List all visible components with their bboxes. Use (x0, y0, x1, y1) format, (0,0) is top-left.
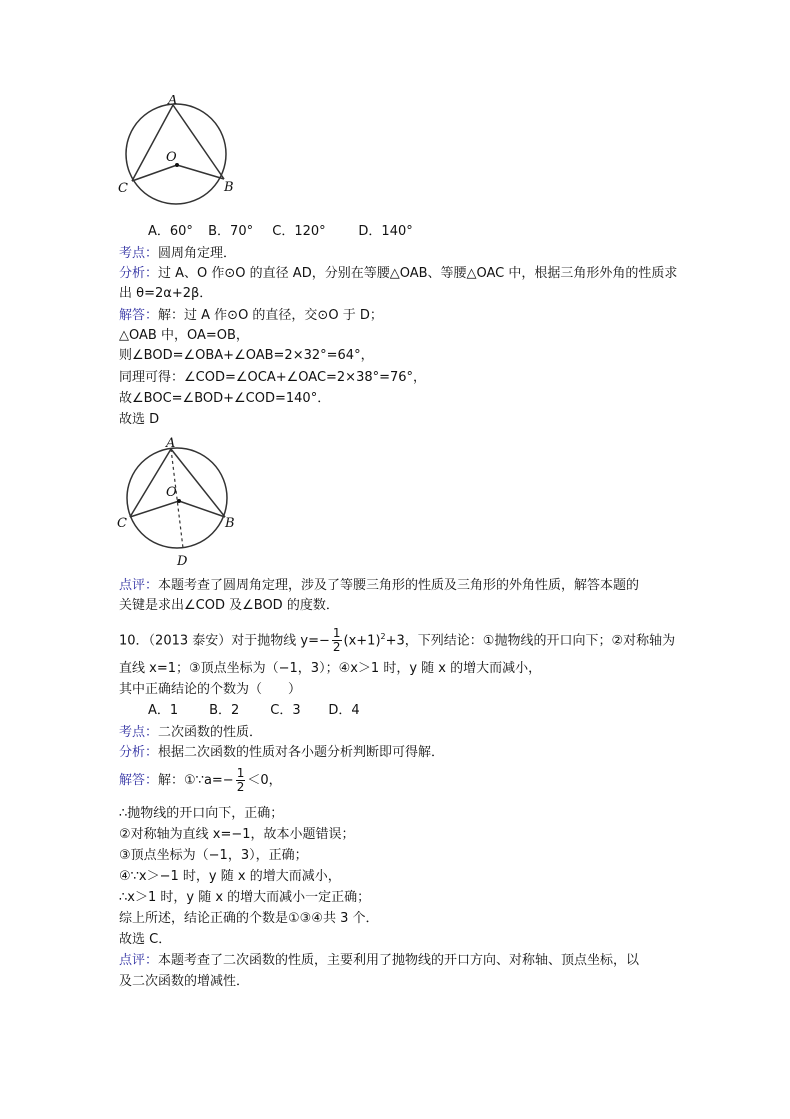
q10-l5: ∴x＞1 时，y 随 x 的增大而减小一定正确； (119, 890, 371, 905)
jieda-fraction (236, 767, 246, 794)
q9-fenxi-2: 出 θ=2α+2β． (119, 286, 213, 301)
q10-options (148, 701, 360, 721)
fenxi-text: 过 A、O 作⊙O 的直径 AD，分别在等腰△OAB、等腰△OAC 中，根据三角形外角的性质求 (158, 266, 678, 281)
label-a: A (168, 95, 178, 108)
option-c: C．120° (272, 224, 326, 239)
q9-kaodian (119, 244, 236, 264)
option-a: A．1 (148, 703, 179, 718)
q10-l2: ②对称轴为直线 x=−1，故本小题错误； (119, 827, 355, 842)
label-c: C (117, 516, 127, 531)
q9-fenxi-1 (119, 264, 677, 284)
q10-kaodian (119, 723, 262, 743)
q10-expr: (x+1) (343, 633, 381, 649)
q9-options (148, 222, 413, 242)
q10-stem-1 (119, 624, 675, 654)
option-a: A．60° (148, 224, 193, 239)
q10-prefix: 10．（2013 泰安）对于抛物线 y=− (119, 633, 330, 649)
q10-suffix: +3，下列结论：①抛物线的开口向下；②对称轴为 (385, 633, 676, 649)
dianping-label: 点评： (119, 578, 159, 593)
kaodian-text: 圆周角定理． (158, 246, 237, 261)
frac-num: 1 (236, 766, 245, 780)
option-d: D．4 (328, 703, 360, 718)
q10-fenxi (119, 743, 444, 763)
q10-l1: ∴抛物线的开口向下，正确； (119, 806, 284, 821)
label-b: B (225, 516, 235, 531)
q10-stem-3: 其中正确结论的个数为（ ） (119, 682, 302, 697)
jieda-label: 解答： (119, 773, 159, 788)
dianping-text: 本题考查了圆周角定理，涉及了等腰三角形的性质及三角形的外角性质，解答本题的 (158, 578, 640, 593)
option-c: C．3 (270, 703, 301, 718)
frac-den: 2 (236, 780, 245, 794)
label-b: B (224, 180, 234, 195)
q9-jieda-1 (119, 306, 383, 326)
q10-stem-2: 直线 x=1；③顶点坐标为（−1，3）；④x＞1 时，y 随 x 的增大而减小， (119, 661, 542, 676)
q9-line-5: 故∠BOC=∠BOD+∠COD=140°． (119, 391, 331, 406)
option-b: B．2 (209, 703, 240, 718)
q10-sup: 2 (380, 632, 386, 641)
q9-line-4: 同理可得：∠COD=∠OCA+∠OAC=2×38°=76°， (119, 370, 427, 385)
q10-l4: ④∵x＞−1 时，y 随 x 的增大而减小， (119, 869, 341, 884)
q10-fraction (332, 627, 342, 654)
q10-l7: 故选 C． (119, 932, 172, 947)
option-d: D．140° (358, 224, 413, 239)
q9-line-6: 故选 D (119, 412, 160, 427)
label-o: O (166, 150, 177, 165)
jieda-prefix: 解：①∵a=− (158, 773, 234, 788)
dianping-label: 点评： (119, 953, 159, 968)
label-d: D (177, 554, 188, 569)
kaodian-text: 二次函数的性质． (158, 725, 263, 740)
fenxi-label: 分析： (119, 266, 159, 281)
q10-l3: ③顶点坐标为（−1，3），正确； (119, 848, 308, 863)
kaodian-label: 考点： (119, 725, 159, 740)
jieda-suffix: ＜0， (247, 773, 282, 788)
q9-dianping-1 (119, 576, 639, 596)
q10-dianping-2: 及二次函数的增减性． (119, 974, 250, 989)
q10-dianping-1 (119, 951, 639, 971)
fenxi-text: 根据二次函数的性质对各小题分析判断即可得解． (158, 745, 445, 760)
jieda-text: 解：过 A 作⊙O 的直径，交⊙O 于 D； (158, 308, 383, 323)
q9-line-3: 则∠BOD=∠OBA+∠OAB=2×32°=64°， (119, 348, 374, 363)
fenxi-label: 分析： (119, 745, 159, 760)
q10-l6: 综上所述，结论正确的个数是①③④共 3 个． (119, 911, 379, 926)
q10-jieda (119, 767, 282, 794)
q9-line-2: △OAB 中，OA=OB， (119, 328, 249, 343)
label-c: C (118, 181, 128, 196)
q9-dianping-2: 关键是求出∠COD 及∠BOD 的度数． (119, 598, 339, 613)
jieda-label: 解答： (119, 308, 159, 323)
frac-den: 2 (332, 640, 341, 655)
label-o: O (166, 485, 177, 500)
circle-figure-1 (110, 95, 250, 205)
label-a: A (166, 436, 176, 451)
frac-num: 1 (332, 626, 341, 641)
option-b: B．70° (208, 224, 254, 239)
kaodian-label: 考点： (119, 246, 159, 261)
dianping-text: 本题考查了二次函数的性质，主要利用了抛物线的开口方向、对称轴、顶点坐标，以 (158, 953, 640, 968)
circle-figure-2 (110, 432, 250, 572)
